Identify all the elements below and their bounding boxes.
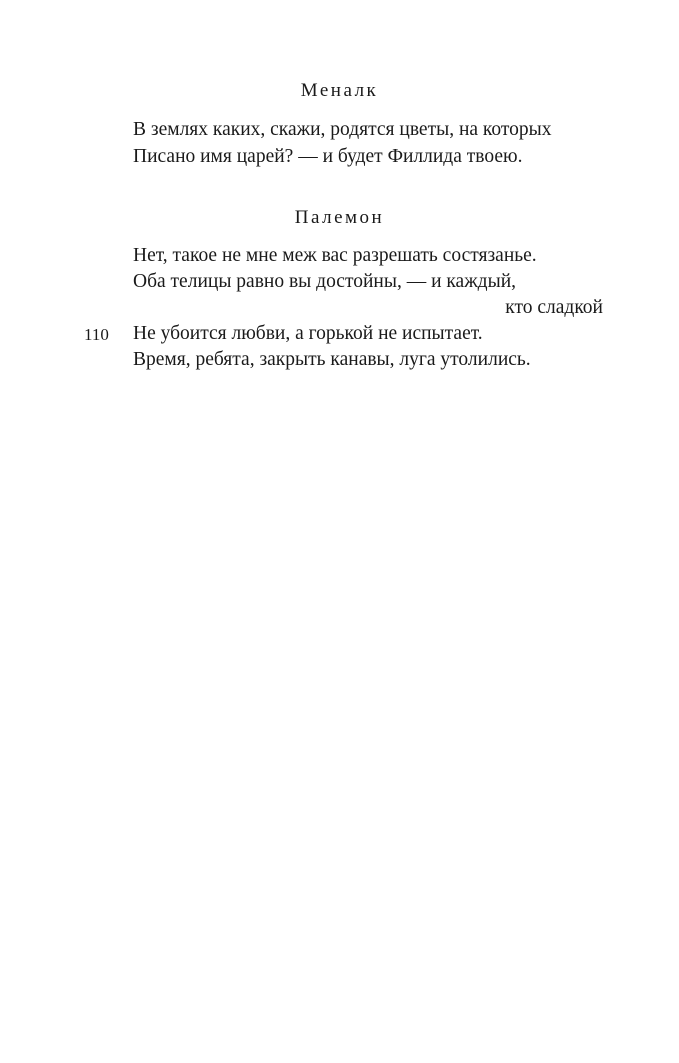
verse-continuation: кто сладкой: [505, 297, 603, 318]
verse-line: Оба телицы равно вы достойны, — и каждый,: [133, 271, 517, 292]
speaker-palemon: Палемон: [294, 207, 385, 228]
line-number: 110: [84, 325, 109, 344]
verse-line: Не убоится любви, а горькой не испытает.: [133, 323, 483, 344]
speaker-menalk: Меналк: [300, 80, 379, 101]
verse-line: В землях каких, скажи, родятся цветы, на которых: [133, 119, 552, 140]
verse-line: Нет, такое не мне меж вас разрешать состязанье.: [133, 245, 537, 266]
verse-line: Время, ребята, закрыть канавы, луга утолились.: [133, 349, 531, 370]
verse-line: Писано имя царей? — и будет Филлида твоею.: [133, 146, 523, 167]
